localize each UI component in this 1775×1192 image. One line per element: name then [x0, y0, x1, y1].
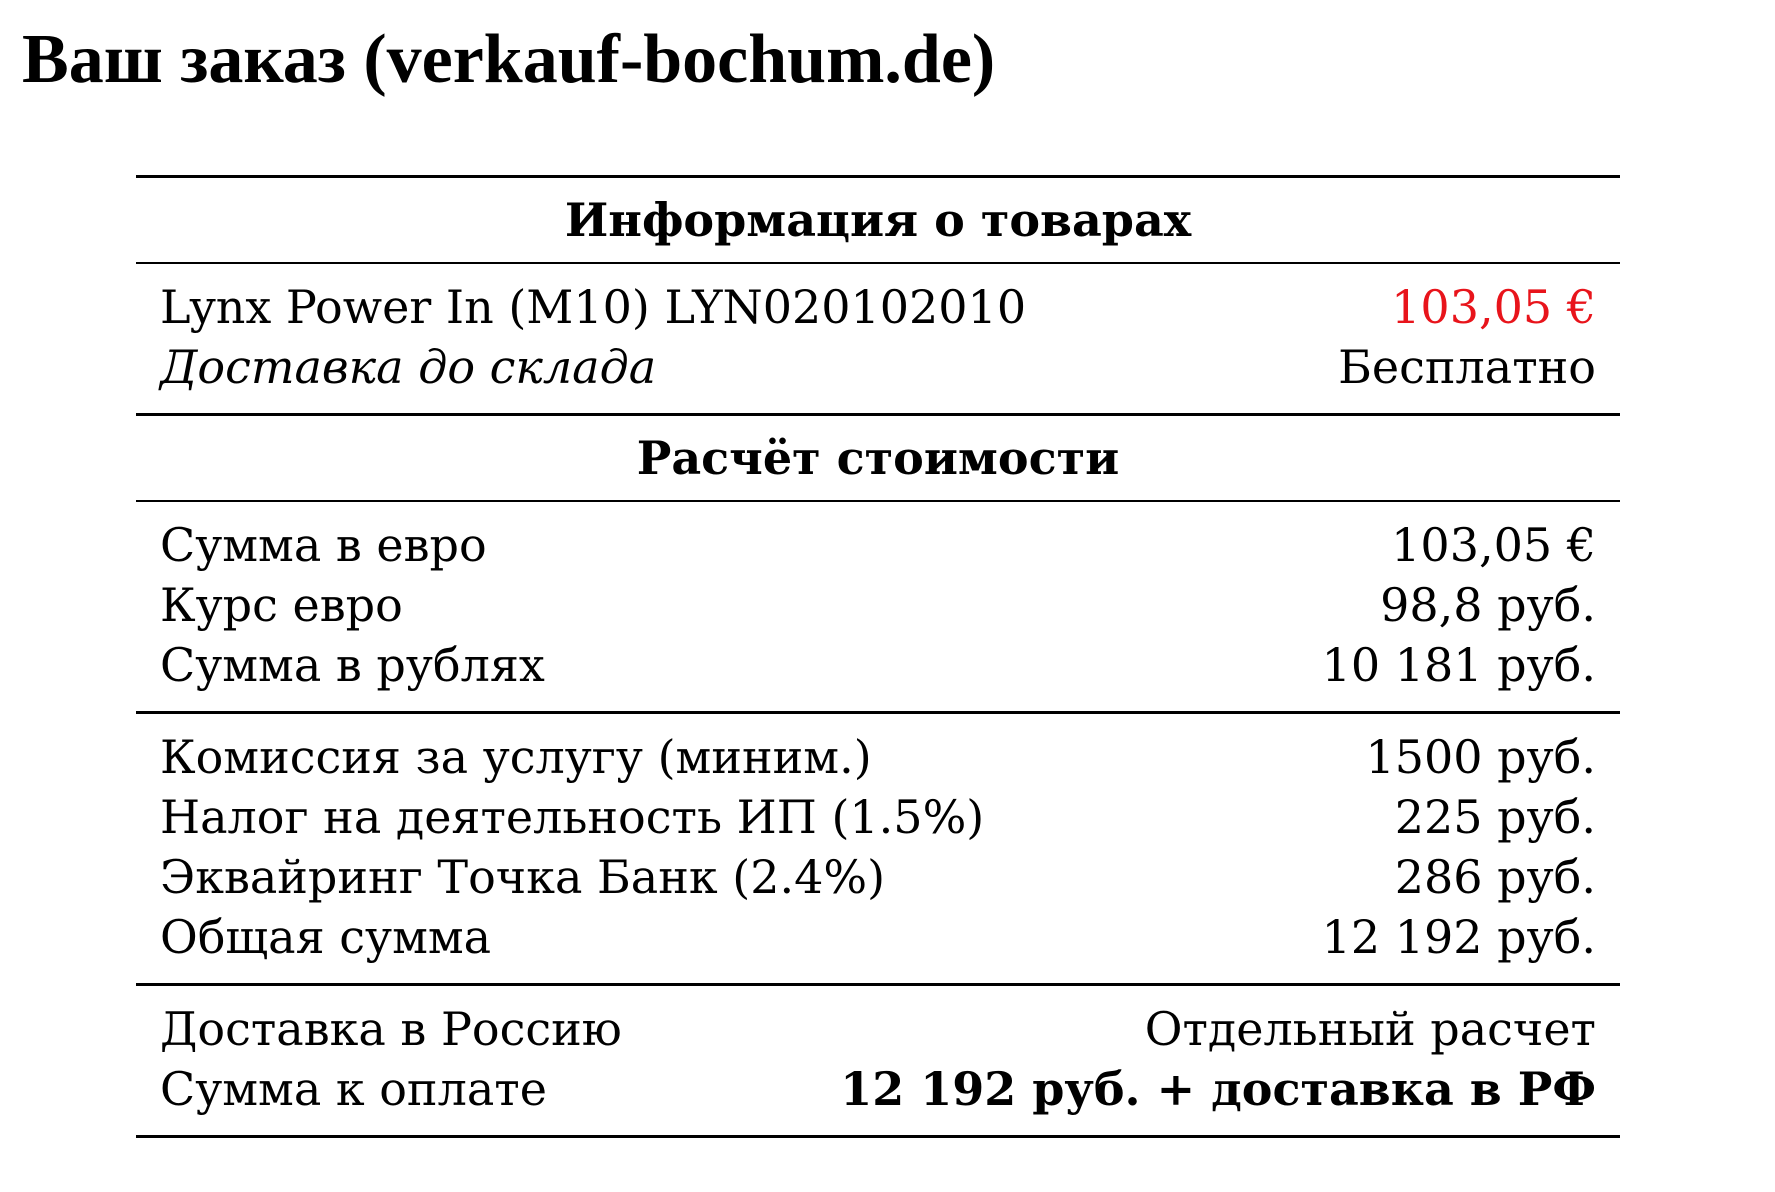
eur-rate-label: Курс евро — [160, 578, 403, 632]
russia-shipping-value: Отдельный расчет — [1144, 1002, 1596, 1056]
page-title: Ваш заказ (verkauf-bochum.de) — [22, 21, 996, 98]
total-value: 12 192 руб. — [1321, 910, 1596, 964]
calculation-section-header: Расчёт стоимости — [636, 431, 1120, 485]
acquiring-label: Эквайринг Точка Банк (2.4%) — [160, 850, 886, 904]
sum-eur-value: 103,05 € — [1391, 518, 1596, 572]
table-bottom-rule — [136, 1135, 1620, 1138]
sum-rub-value: 10 181 руб. — [1321, 638, 1596, 692]
acquiring-row — [136, 847, 1620, 907]
sum-rub-label: Сумма в рублях — [160, 638, 545, 692]
sum-eur-label: Сумма в евро — [160, 518, 487, 572]
warehouse-shipping-label: Доставка до склада — [160, 340, 657, 394]
products-rows — [136, 264, 1620, 413]
product-price: 103,05 € — [1391, 280, 1596, 334]
service-fee-row — [136, 727, 1620, 787]
eur-rate-value: 98,8 руб. — [1380, 578, 1596, 632]
conversion-rows — [136, 502, 1620, 711]
warehouse-shipping-value: Бесплатно — [1338, 340, 1596, 394]
tax-label: Налог на деятельность ИП (1.5%) — [160, 790, 985, 844]
tax-row — [136, 787, 1620, 847]
product-row — [136, 277, 1620, 337]
service-fee-label: Комиссия за услугу (миним.) — [160, 730, 872, 784]
sum-eur-row — [136, 515, 1620, 575]
amount-due-row — [136, 1059, 1620, 1119]
final-rows — [136, 986, 1620, 1135]
sum-rub-row — [136, 635, 1620, 695]
fees-rows — [136, 714, 1620, 983]
russia-shipping-label: Доставка в Россию — [160, 1002, 622, 1056]
total-label: Общая сумма — [160, 910, 492, 964]
product-name: Lynx Power In (M10) LYN020102010 — [160, 280, 1027, 334]
service-fee-value: 1500 руб. — [1365, 730, 1596, 784]
acquiring-value: 286 руб. — [1394, 850, 1596, 904]
order-summary-table — [136, 175, 1620, 1138]
amount-due-value: 12 192 руб. + доставка в РФ — [840, 1062, 1596, 1116]
products-section-header: Информация о товарах — [564, 193, 1192, 247]
total-row — [136, 907, 1620, 967]
russia-shipping-row — [136, 999, 1620, 1059]
amount-due-label: Сумма к оплате — [160, 1062, 547, 1116]
warehouse-shipping-row — [136, 337, 1620, 397]
eur-rate-row — [136, 575, 1620, 635]
tax-value: 225 руб. — [1394, 790, 1596, 844]
